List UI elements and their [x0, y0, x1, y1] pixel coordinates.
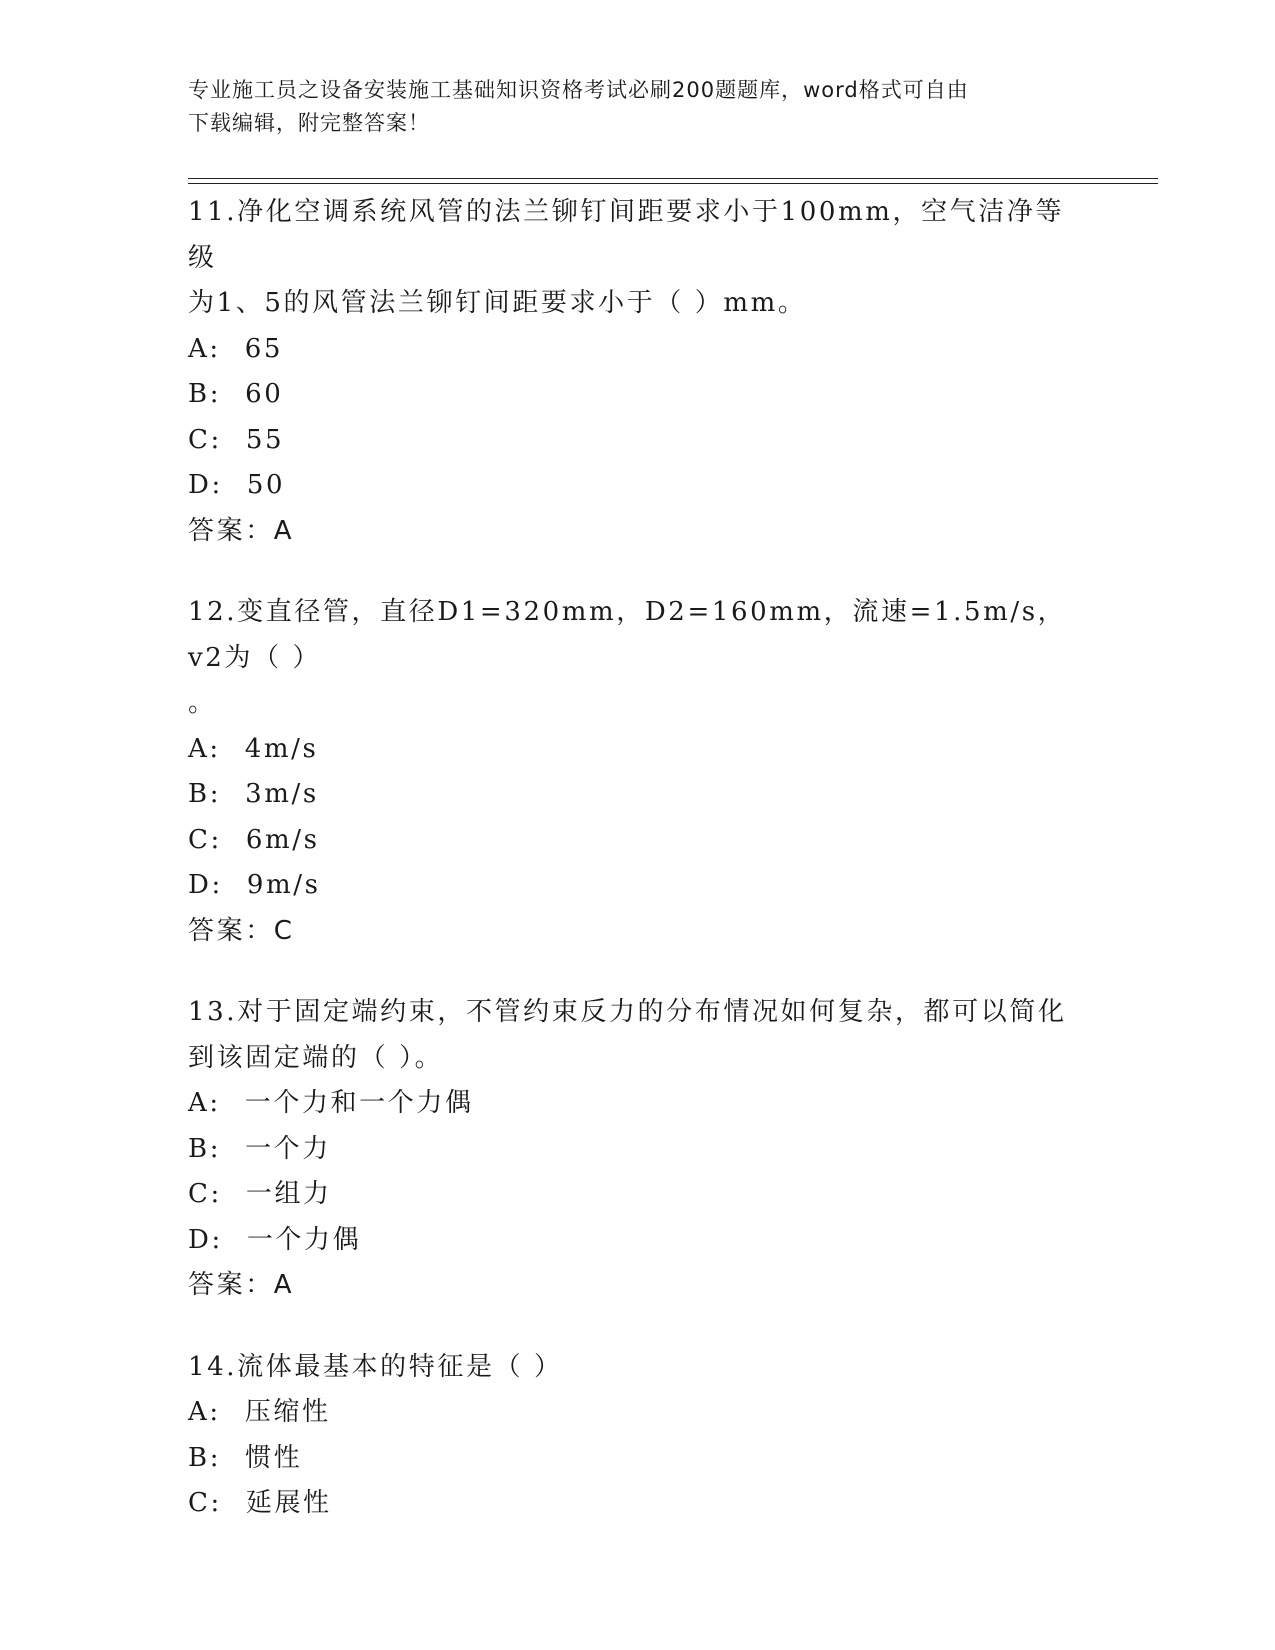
- option-b: [188, 1127, 1088, 1173]
- option-text: 55: [245, 424, 285, 455]
- header-line-1: 专业施工员之设备安装施工基础知识资格考试必刷200题题库，word格式可自由: [188, 78, 969, 102]
- option-a: [188, 1390, 1088, 1436]
- option-c: [188, 1172, 1088, 1218]
- option-text: 60: [245, 379, 284, 409]
- option-label: B:: [188, 1133, 222, 1164]
- question-stem-line: 14.流体最基本的特征是（ ）: [188, 1351, 563, 1382]
- option-text: 压缩性: [244, 1397, 331, 1427]
- question-14: [188, 1345, 1088, 1527]
- option-label: A:: [188, 733, 221, 764]
- option-d: [188, 463, 1088, 509]
- question-11: [188, 190, 1088, 554]
- option-text: 6m/s: [245, 824, 320, 855]
- option-label: C:: [188, 824, 222, 855]
- option-d: [188, 1218, 1088, 1264]
- header-rule-top: [188, 178, 1158, 179]
- question-list: [188, 190, 1088, 1563]
- question-stem-line: 12.变直径管，直径D1=320mm，D2=160mm，流速=1.5m/s，v2为（ ）: [188, 597, 1067, 673]
- question-stem-line: 11.净化空调系统风管的法兰铆钉间距要求小于100mm，空气洁净等级: [188, 197, 1065, 273]
- option-label: D:: [188, 870, 223, 900]
- option-text: 一个力偶: [246, 1224, 362, 1255]
- question-12: [188, 590, 1088, 954]
- option-label: D:: [188, 470, 223, 500]
- option-text: 65: [244, 333, 284, 364]
- option-text: 惯性: [245, 1442, 303, 1473]
- option-label: D:: [188, 1224, 223, 1255]
- option-label: A:: [188, 333, 221, 364]
- option-text: 50: [246, 470, 286, 500]
- option-text: 一个力和一个力偶: [244, 1088, 474, 1118]
- option-text: 4m/s: [244, 733, 319, 764]
- question-stem-line: 到该固定端的（ ）。: [188, 1042, 444, 1073]
- option-d: [188, 863, 1088, 909]
- option-label: B:: [188, 779, 222, 809]
- option-c: [188, 1481, 1088, 1527]
- option-text: 延展性: [245, 1488, 332, 1518]
- header-rule-bottom: [188, 183, 1158, 184]
- question-stem-line: 。: [188, 688, 217, 718]
- document-header: [188, 74, 1088, 140]
- option-label: A:: [188, 1088, 221, 1118]
- option-b: [188, 372, 1088, 418]
- option-c: [188, 818, 1088, 864]
- option-a: [188, 727, 1088, 773]
- option-text: 3m/s: [245, 779, 319, 809]
- option-b: [188, 772, 1088, 818]
- option-a: [188, 1081, 1088, 1127]
- header-line-2: 下载编辑，附完整答案！: [188, 111, 430, 135]
- answer-line: 答案：A: [188, 1270, 295, 1300]
- option-c: [188, 418, 1088, 464]
- option-label: C:: [188, 1179, 222, 1209]
- answer-line: 答案：C: [188, 915, 295, 946]
- question-13: [188, 990, 1088, 1309]
- option-text: 9m/s: [246, 870, 321, 900]
- option-label: C:: [188, 1488, 222, 1518]
- option-text: 一组力: [245, 1179, 332, 1209]
- option-label: B:: [188, 379, 222, 409]
- answer-line: 答案：A: [188, 515, 295, 546]
- option-a: [188, 327, 1088, 373]
- question-stem-line: 为1、5的风管法兰铆钉间距要求小于（ ）mm。: [188, 288, 807, 318]
- option-label: A:: [188, 1397, 221, 1427]
- question-stem-line: 13.对于固定端约束，不管约束反力的分布情况如何复杂，都可以简化: [188, 997, 1067, 1027]
- option-label: C:: [188, 424, 222, 455]
- option-label: B:: [188, 1442, 222, 1473]
- option-text: 一个力: [245, 1133, 331, 1164]
- option-b: [188, 1436, 1088, 1482]
